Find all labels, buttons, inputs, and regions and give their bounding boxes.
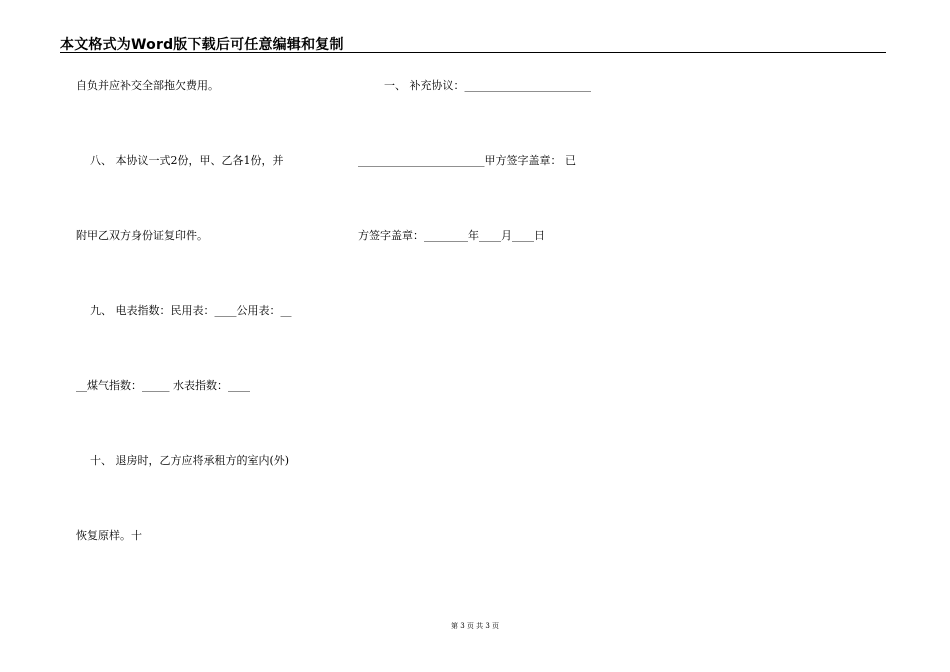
left-line-7: 恢复原样。十 [76,529,142,542]
left-line-3: 附甲乙双方身份证复印件。 [76,229,208,242]
page-footer: 第 3 页 共 3 页 [450,622,500,630]
left-line-5: __煤气指数：_____ 水表指数：____ [76,379,250,392]
left-line-2: 八、 本协议一式2份，甲、乙各1份，并 [76,154,284,167]
right-line-2: _______________________甲方签字盖章： 已 [358,154,576,167]
document-header-title: 本文格式为Word版下载后可任意编辑和复制 [60,37,344,53]
right-line-1: 一、 补充协议：_______________________ [384,79,591,92]
left-line-6: 十、 退房时，乙方应将承租方的室内(外) [76,454,290,467]
left-line-1: 自负并应补交全部拖欠费用。 [76,79,219,92]
right-line-3: 方签字盖章：________年____月____日 [358,229,545,242]
left-line-4: 九、 电表指数：民用表：____公用表：__ [76,304,292,317]
header-divider [60,52,886,53]
